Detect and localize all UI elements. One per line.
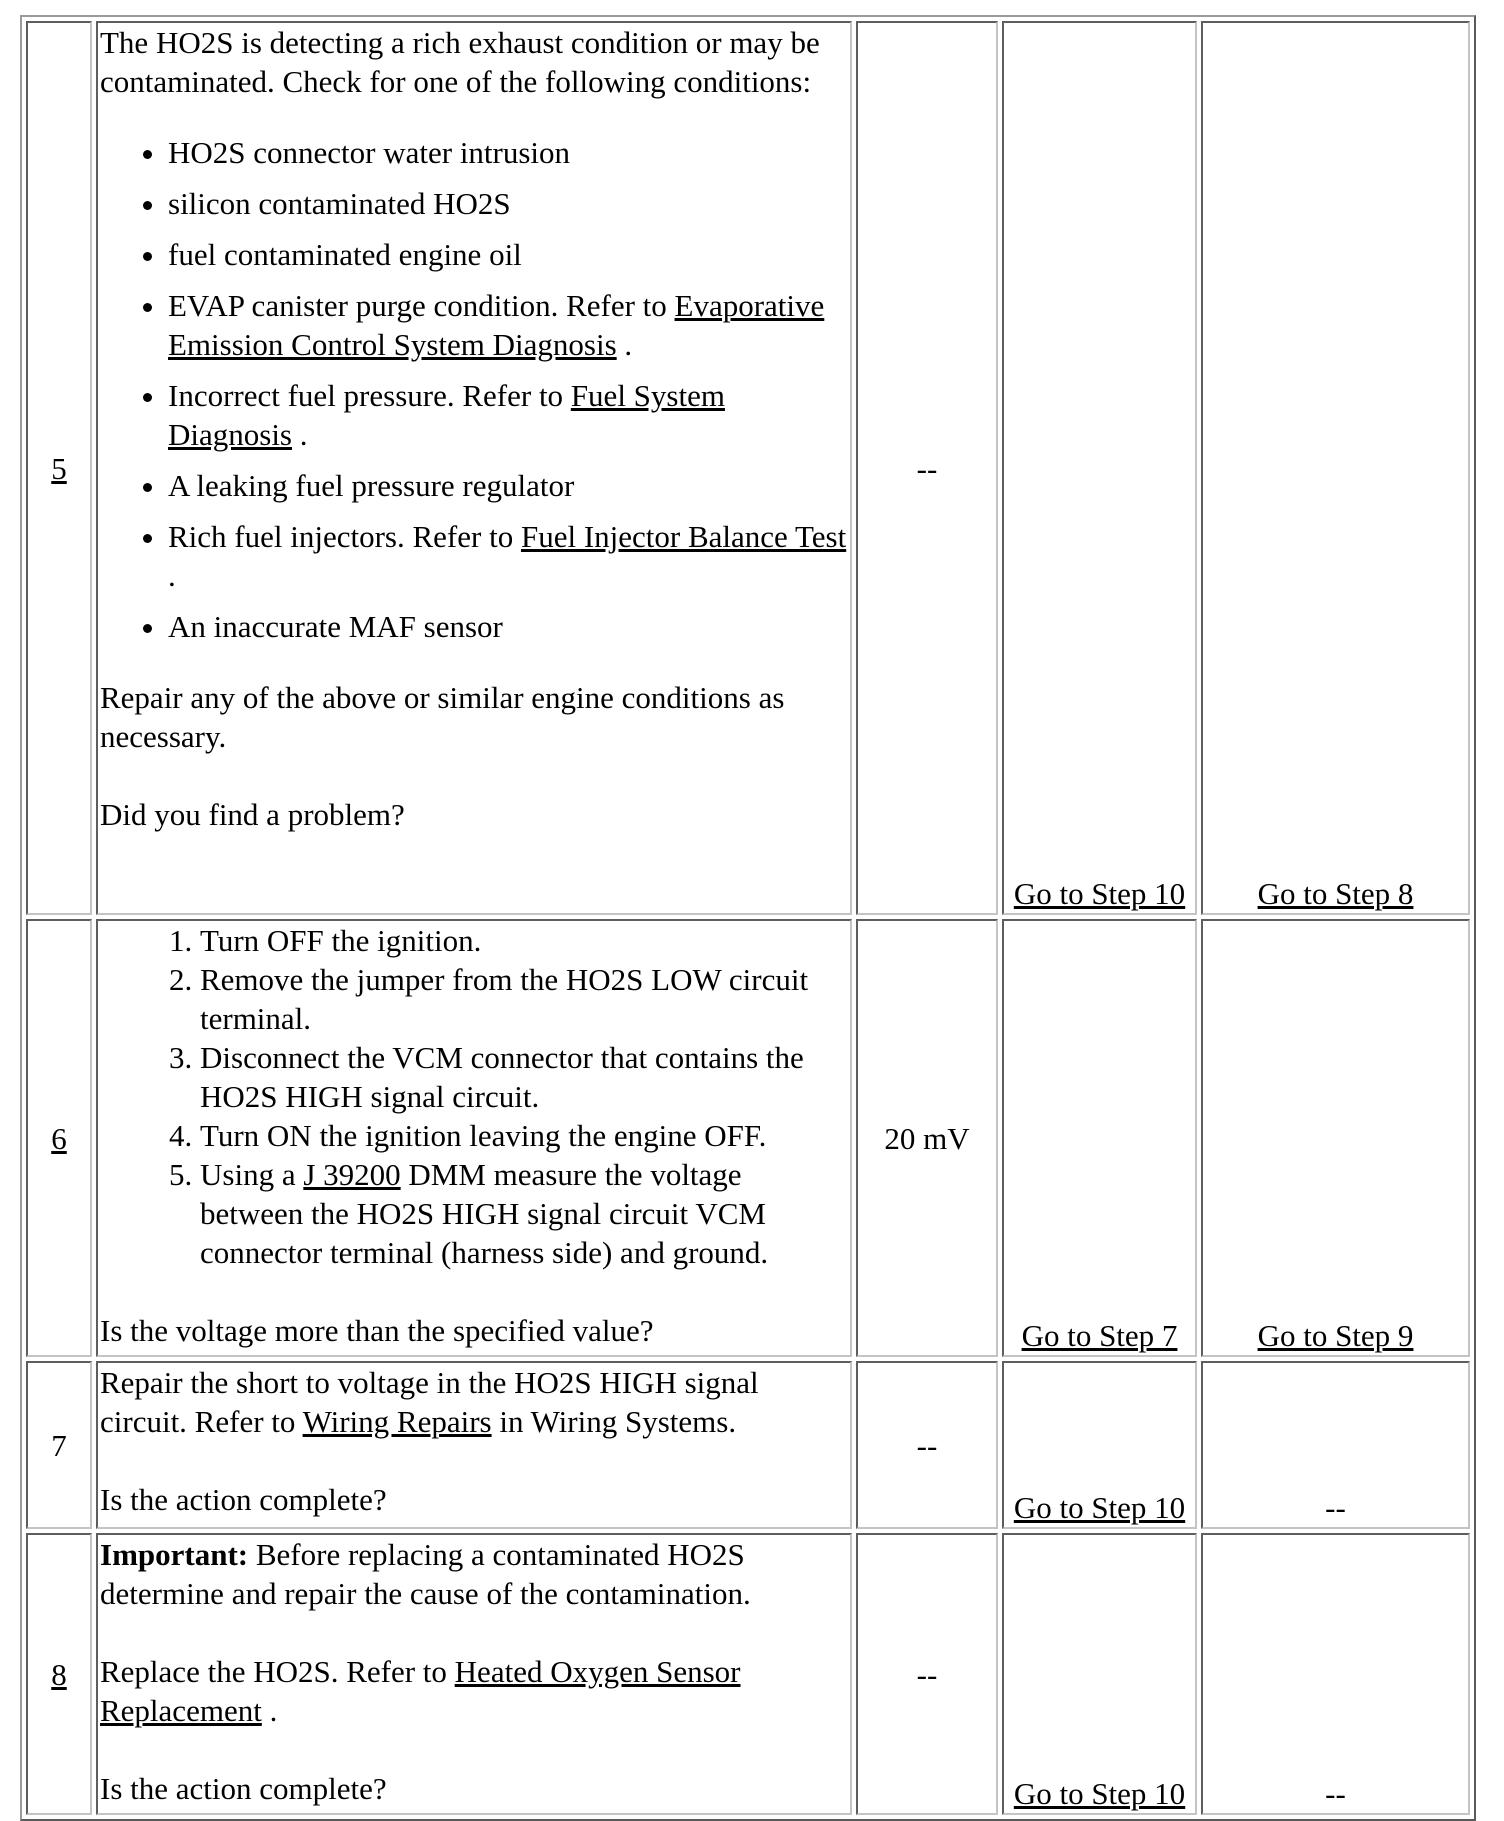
action-cell [96,1361,852,1529]
list-item: • An inaccurate MAF sensor [168,607,848,646]
diagnostic-table [20,15,1476,1821]
list-item: • silicon contaminated HO2S [168,184,848,223]
list-item: • Rich fuel injectors. Refer to Fuel Injector Balance Test . [168,517,848,595]
table-row-step-8 [26,1533,1470,1815]
table-row-step-6 [26,919,1470,1357]
action-cell [96,1533,852,1815]
no-cell: -- [1201,1361,1470,1529]
action-cell [96,21,852,915]
list-item: 1. Turn OFF the ignition. [200,921,848,960]
value-cell: -- [856,1533,998,1815]
step-5-question: Did you find a problem? [100,797,405,832]
step-8-text: Replace the HO2S. Refer to Heated Oxygen Sensor Replacement . [100,1654,741,1728]
step-number-cell [26,21,92,915]
important-label: Important: [100,1537,249,1572]
important-note: Important: Before replacing a contaminated HO2S determine and repair the cause of the contamination. [100,1537,751,1611]
list-item: • EVAP canister purge condition. Refer to Evaporative Emission Control System Diagnosis . [168,286,848,364]
evap-diagnosis-link[interactable]: Evaporative Emission Control System Diagnosis [168,288,825,362]
no-cell [1201,21,1470,915]
step-6-yes-link[interactable]: Go to Step 7 [1021,1318,1178,1353]
step-7-yes-link[interactable]: Go to Step 10 [1013,1490,1186,1525]
procedure-list [100,921,848,1272]
step-8-question: Is the action complete? [100,1771,387,1806]
yes-cell [1002,1361,1197,1529]
list-item: 3. Disconnect the VCM connector that contains the HO2S HIGH signal circuit. [200,1038,848,1116]
j39200-tool-link[interactable]: J 39200 [303,1157,401,1192]
ho2s-replacement-link[interactable]: Heated Oxygen Sensor Replacement [100,1654,741,1728]
list-item: 2. Remove the jumper from the HO2S LOW circuit terminal. [200,960,848,1038]
step-number-cell [26,1533,92,1815]
step-5-yes-link[interactable]: Go to Step 10 [1013,876,1186,911]
fuel-system-diagnosis-link[interactable]: Fuel System Diagnosis [168,378,725,452]
list-item: • fuel contaminated engine oil [168,235,848,274]
action-cell [96,919,852,1357]
value-cell: -- [856,21,998,915]
step-5-link[interactable]: 5 [51,450,67,486]
no-cell: -- [1201,1533,1470,1815]
value-cell: -- [856,1361,998,1529]
step-8-link[interactable]: 8 [51,1656,67,1692]
step-5-no-link[interactable]: Go to Step 8 [1257,876,1414,911]
step-number-cell [26,919,92,1357]
fuel-injector-balance-test-link[interactable]: Fuel Injector Balance Test [520,519,847,554]
list-item: • A leaking fuel pressure regulator [168,466,848,505]
diagnostic-page [20,15,1476,1821]
step-6-no-link[interactable]: Go to Step 9 [1257,1318,1414,1353]
step-6-question: Is the voltage more than the specified value? [100,1313,654,1348]
step-number-cell: 7 [26,1361,92,1529]
list-item: • HO2S connector water intrusion [168,133,848,172]
list-item: • Incorrect fuel pressure. Refer to Fuel System Diagnosis . [168,376,848,454]
wiring-repairs-link[interactable]: Wiring Repairs [302,1404,492,1439]
step-5-intro: The HO2S is detecting a rich exhaust condition or may be contaminated. Check for one of the following conditions: [100,25,820,99]
yes-cell [1002,21,1197,915]
list-item: 4. Turn ON the ignition leaving the engine OFF. [200,1116,848,1155]
step-7-text: Repair the short to voltage in the HO2S HIGH signal circuit. Refer to Wiring Repairs in Wiring Systems. [100,1365,759,1439]
step-8-yes-link[interactable]: Go to Step 10 [1013,1776,1186,1811]
table-row-step-7 [26,1361,1470,1529]
list-item: 5. Using a J 39200 DMM measure the voltage between the HO2S HIGH signal circuit VCM connector terminal (harness side) and ground. [200,1155,848,1272]
yes-cell [1002,919,1197,1357]
yes-cell [1002,1533,1197,1815]
step-6-link[interactable]: 6 [51,1120,67,1156]
step-7-question: Is the action complete? [100,1482,387,1517]
value-cell: 20 mV [856,919,998,1357]
condition-list [100,133,848,646]
no-cell [1201,919,1470,1357]
table-row-step-5 [26,21,1470,915]
step-5-repair-text: Repair any of the above or similar engine conditions as necessary. [100,680,785,754]
